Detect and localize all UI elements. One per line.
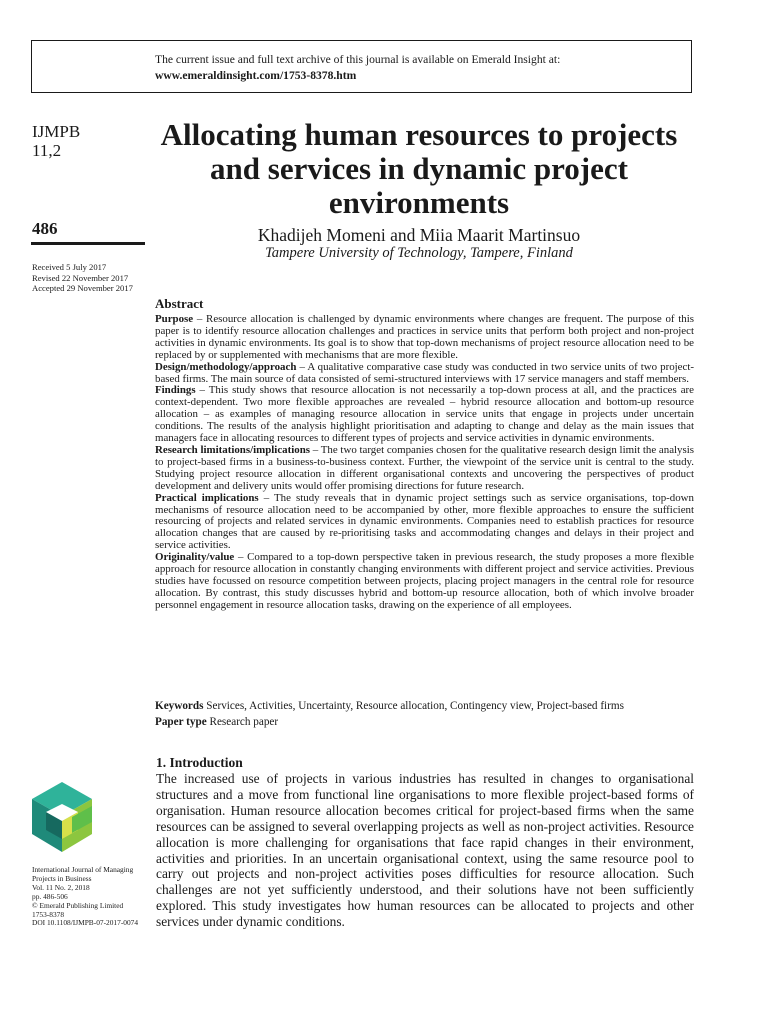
revised-date: Revised 22 November 2017 — [32, 272, 129, 283]
paper-type-line — [155, 716, 694, 729]
page-number-rule — [31, 242, 145, 245]
keywords-list: Services, Activities, Uncertainty, Resource allocation, Contingency view, Project-based firms — [203, 700, 624, 712]
volume-issue: 11,2 — [32, 141, 62, 160]
introduction-heading: 1. Introduction — [156, 755, 243, 770]
citation-line: © Emerald Publishing Limited — [32, 900, 124, 910]
abstract-section-label: Findings — [155, 384, 196, 397]
citation-line: Vol. 11 No. 2, 2018 — [32, 882, 90, 892]
abstract-section-label: Originality/value — [155, 551, 235, 564]
abstract-section-text: – Resource allocation is challenged by dynamic environments where changes are frequent. The purpose of this paper is to identify resource allocation challenges and practices in service units that perform both project and non-project activities in dynamic environments. Its goal is to show that top-down mechanisms of project resource allocation need to be replaced by or supplemented with mechanisms that are more flexible. — [155, 313, 694, 361]
author-affiliation: Tampere University of Technology, Tampere, Finland — [265, 245, 573, 261]
article-authors: Khadijeh Momeni and Miia Maarit Martinsuo — [257, 225, 581, 245]
abstract-heading: Abstract — [155, 296, 204, 311]
abstract-section-label: Practical implications — [155, 491, 259, 504]
abstract-section-text: – The study reveals that in dynamic project settings such as service organisations, top-down mechanisms of resource allocation need to be accompanied by other, more flexible approaches to ensure the sufficient resourcing of projects and related services in dynamic environments. Companies need to establish practices for resource allocation changes that are caused by re-prioritising tasks and accommodating changes and delays in their project and service activities. — [155, 491, 694, 552]
journal-notice-box — [31, 40, 692, 93]
article-dates — [32, 262, 133, 294]
accepted-date: Accepted 29 November 2017 — [32, 283, 133, 294]
abstract-section-label: Research limitations/implications — [155, 443, 311, 456]
abstract-section-text: – This study shows that resource allocation is not necessarily a top-down process at all, and the practices are context-dependent. Two more flexible approaches are revealed – hybrid resource allocation and bottom-up resource allocation – as examples of managing resource allocation in service units that engage in projects under uncertain conditions. The results of the analysis highlight prioritisation and adapting to change and delay as the main issues that managers face in allocating resources to different types of projects and service activities in dynamic environments. — [155, 384, 694, 445]
abstract-section-text: – A qualitative comparative case study was conducted in two service units of two project-based firms. The main source of data consisted of semi-structured interviews with 17 service managers and staff members. — [155, 360, 694, 385]
publisher-logo-icon — [32, 782, 92, 852]
article-title: Allocating human resources to projects and services in dynamic project environments — [160, 117, 678, 220]
abstract-originality — [155, 552, 694, 612]
abstract-body — [155, 314, 694, 612]
abstract-findings — [155, 385, 694, 445]
abstract-section-label: Design/methodology/approach — [155, 360, 297, 373]
journal-code-block — [32, 122, 80, 160]
citation-block — [32, 866, 147, 928]
keywords-label: Keywords — [155, 700, 204, 712]
introduction-paragraph: The increased use of projects in various industries has resulted in changes to organisational structures and a move from functional line organisations to more flexible project-based forms of organisation. Human resource allocation becomes critical for project-based firms when the same resources can be assigned to several overlapping projects as well as non-project activities. Resource allocation is more challenging for organisations that face rapid changes in their environment, activities and priorities. In an uncertain organisational context, using the same resource pool to carry out projects and non-project activities poses difficulties for resource allocation. Such challenges are not yet sufficiently understood, and their solutions have not been sufficiently explored. This study investigates how human resources can be allocated to projects and other services under dynamic conditions. — [156, 771, 694, 930]
abstract-limitations — [155, 445, 694, 493]
abstract-purpose — [155, 314, 694, 362]
keywords-line — [155, 700, 694, 713]
notice-text-block — [155, 52, 675, 84]
doi-link[interactable]: DOI 10.1108/IJMPB-07-2017-0074 — [32, 918, 139, 928]
citation-line: International Journal of Managing — [32, 865, 134, 874]
abstract-design — [155, 362, 694, 386]
citation-line: 1753-8378 — [32, 909, 65, 919]
journal-abbreviation: IJMPB — [32, 122, 81, 141]
received-date: Received 5 July 2017 — [32, 262, 107, 272]
citation-line: Projects in Business — [32, 873, 92, 883]
paper-type-value: Research paper — [206, 716, 279, 728]
abstract-section-text: – The two target companies chosen for the qualitative research design limit the analysis to project-based firms in a business-to-business context. Further, the viewpoint of the service unit is central to the study. Studying project resource allocation in different organisational contexts and uncovering the perspectives of product development and delivery units would offer promising directions for future research. — [155, 443, 695, 492]
page-number: 486 — [32, 219, 58, 238]
notice-line: The current issue and full text archive of this journal is available on Emerald Insight at: — [155, 53, 561, 66]
abstract-practical — [155, 493, 694, 553]
abstract-section-text: – Compared to a top-down perspective taken in previous research, the study proposes a more flexible approach for resource allocation in constantly changing environments with different project and service activities. Previous studies have focussed on resource competition between projects, placing project managers in the central role for resource allocation. By contrast, this study discusses hybrid and bottom-up resource allocation, both of which involve broader personnel engagement in resource allocation tasks, drawing on the experience of all employees. — [155, 551, 694, 611]
journal-url-link[interactable]: www.emeraldinsight.com/1753-8378.htm — [155, 69, 357, 82]
citation-line: pp. 486-506 — [32, 891, 68, 901]
abstract-section-label: Purpose — [155, 313, 194, 325]
paper-type-label: Paper type — [155, 716, 207, 728]
